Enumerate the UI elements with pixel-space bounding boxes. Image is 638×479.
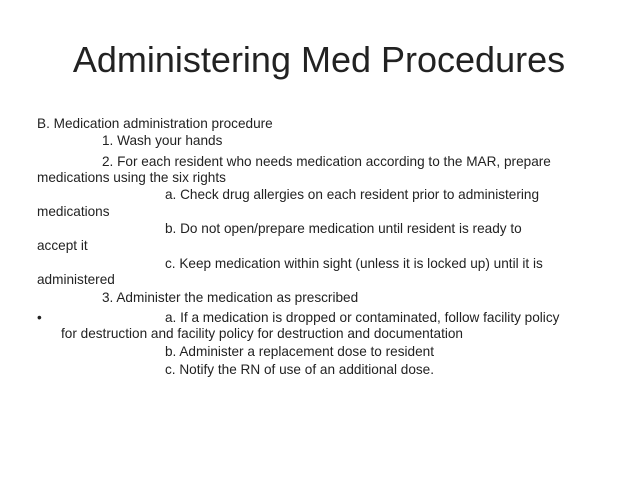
step-2: 2. For each resident who needs medication according to the MAR, prepare [102, 154, 551, 169]
step-3a: a. If a medication is dropped or contaminated, follow facility policy [165, 310, 560, 325]
step-2c: c. Keep medication within sight (unless it is locked up) until it is [165, 256, 543, 271]
step-2a: a. Check drug allergies on each resident prior to administering [165, 187, 540, 202]
step-2a-continued: medications [37, 204, 110, 219]
slide-title: Administering Med Procedures [72, 39, 566, 80]
step-2c-continued: administered [37, 272, 115, 287]
bullet-marker: • [37, 310, 42, 325]
step-2b-continued: accept it [37, 238, 88, 253]
step-1: 1. Wash your hands [102, 133, 223, 148]
step-3c: c. Notify the RN of use of an additional dose. [165, 362, 435, 377]
step-2-continued: medications using the six rights [37, 170, 226, 185]
section-heading: B. Medication administration procedure [37, 116, 273, 131]
step-3b: b. Administer a replacement dose to resident [165, 344, 435, 359]
step-3a-continued: for destruction and facility policy for destruction and documentation [61, 326, 463, 341]
step-3: 3. Administer the medication as prescribed [102, 290, 359, 305]
step-2b: b. Do not open/prepare medication until resident is ready to [165, 221, 522, 236]
